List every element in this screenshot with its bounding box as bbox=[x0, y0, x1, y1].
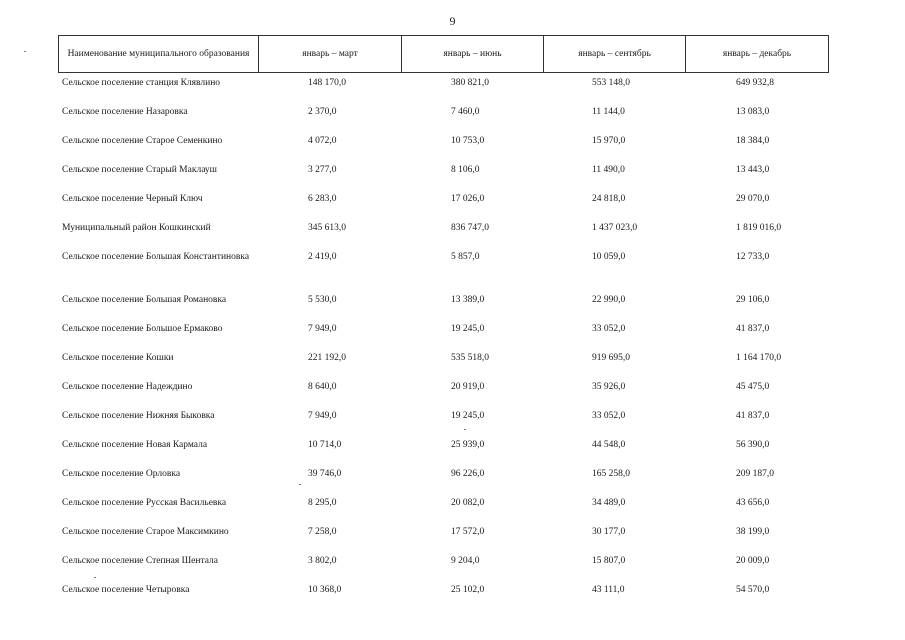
value-jan-dec: 20 009,0 bbox=[736, 556, 770, 566]
table-row bbox=[0, 106, 905, 134]
value-jan-mar: 10 714,0 bbox=[308, 440, 342, 450]
value-jan-dec: 45 475,0 bbox=[736, 382, 770, 392]
value-jan-sep: 11 490,0 bbox=[592, 165, 625, 175]
value-jan-jun: 17 572,0 bbox=[451, 527, 485, 537]
value-jan-dec: 43 656,0 bbox=[736, 498, 770, 508]
value-jan-sep: 553 148,0 bbox=[592, 78, 630, 88]
value-jan-sep: 10 059,0 bbox=[592, 252, 626, 262]
table-row bbox=[0, 222, 905, 250]
header-jan-dec: январь – декабрь bbox=[686, 36, 829, 73]
value-jan-jun: 96 226,0 bbox=[451, 469, 485, 479]
table-row bbox=[0, 135, 905, 163]
value-jan-sep: 43 111,0 bbox=[592, 585, 625, 595]
value-jan-mar: 7 949,0 bbox=[308, 324, 337, 334]
value-jan-dec: 54 570,0 bbox=[736, 585, 770, 595]
value-jan-jun: 10 753,0 bbox=[451, 136, 485, 146]
scan-speck bbox=[94, 577, 96, 578]
value-jan-sep: 30 177,0 bbox=[592, 527, 626, 537]
table-row bbox=[0, 497, 905, 525]
value-jan-jun: 25 102,0 bbox=[451, 585, 485, 595]
value-jan-jun: 380 821,0 bbox=[451, 78, 489, 88]
table-row bbox=[0, 468, 905, 496]
value-jan-jun: 7 460,0 bbox=[451, 107, 480, 117]
value-jan-dec: 649 932,8 bbox=[736, 78, 774, 88]
municipality-name: Сельское поселение Назаровка bbox=[62, 107, 188, 117]
table-row bbox=[0, 164, 905, 192]
municipality-name: Сельское поселение Старый Маклауш bbox=[62, 165, 217, 175]
value-jan-mar: 345 613,0 bbox=[308, 223, 346, 233]
header-jan-jun: январь – июнь bbox=[402, 36, 544, 73]
value-jan-dec: 41 837,0 bbox=[736, 324, 770, 334]
value-jan-jun: 19 245,0 bbox=[451, 324, 485, 334]
municipality-name: Муниципальный район Кошкинский bbox=[62, 223, 211, 233]
value-jan-jun: 9 204,0 bbox=[451, 556, 480, 566]
value-jan-sep: 34 489,0 bbox=[592, 498, 626, 508]
value-jan-jun: 20 082,0 bbox=[451, 498, 485, 508]
table-row bbox=[0, 323, 905, 351]
value-jan-sep: 35 926,0 bbox=[592, 382, 626, 392]
value-jan-sep: 33 052,0 bbox=[592, 411, 626, 421]
value-jan-mar: 2 370,0 bbox=[308, 107, 337, 117]
municipality-name: Сельское поселение Кошки bbox=[62, 353, 174, 363]
municipality-name: Сельское поселение Большое Ермаково bbox=[62, 324, 223, 334]
value-jan-dec: 56 390,0 bbox=[736, 440, 770, 450]
value-jan-dec: 29 106,0 bbox=[736, 295, 770, 305]
municipality-name: Сельское поселение Нижняя Быковка bbox=[62, 411, 215, 421]
table-row bbox=[0, 77, 905, 105]
table-row bbox=[0, 584, 905, 612]
value-jan-sep: 1 437 023,0 bbox=[592, 223, 638, 233]
value-jan-jun: 25 939,0 bbox=[451, 440, 485, 450]
value-jan-mar: 5 530,0 bbox=[308, 295, 337, 305]
municipality-name: Сельское поселение Новая Кармала bbox=[62, 440, 208, 450]
municipality-name: Сельское поселение Черный Ключ bbox=[62, 194, 203, 204]
value-jan-sep: 33 052,0 bbox=[592, 324, 626, 334]
municipality-name: Сельское поселение станция Клявлино bbox=[62, 78, 221, 88]
value-jan-dec: 12 733,0 bbox=[736, 252, 770, 262]
value-jan-sep: 11 144,0 bbox=[592, 107, 625, 117]
municipality-name: Сельское поселение Старое Семенкино bbox=[62, 136, 223, 146]
value-jan-dec: 13 083,0 bbox=[736, 107, 770, 117]
value-jan-mar: 7 949,0 bbox=[308, 411, 337, 421]
value-jan-mar: 4 072,0 bbox=[308, 136, 337, 146]
header-jan-mar: январь – март bbox=[259, 36, 402, 73]
value-jan-dec: 1 164 170,0 bbox=[736, 353, 782, 363]
value-jan-jun: 13 389,0 bbox=[451, 295, 485, 305]
value-jan-mar: 148 170,0 bbox=[308, 78, 346, 88]
header-jan-sep: январь – сентябрь bbox=[544, 36, 686, 73]
value-jan-dec: 13 443,0 bbox=[736, 165, 770, 175]
value-jan-mar: 10 368,0 bbox=[308, 585, 342, 595]
value-jan-mar: 221 192,0 bbox=[308, 353, 346, 363]
value-jan-sep: 24 818,0 bbox=[592, 194, 626, 204]
value-jan-dec: 18 384,0 bbox=[736, 136, 770, 146]
value-jan-mar: 2 419,0 bbox=[308, 252, 337, 262]
value-jan-mar: 3 802,0 bbox=[308, 556, 337, 566]
municipality-name: Сельское поселение Русская Васильевка bbox=[62, 498, 227, 508]
value-jan-sep: 15 807,0 bbox=[592, 556, 626, 566]
municipality-name: Сельское поселение Старое Максимкино bbox=[62, 527, 229, 537]
table-row bbox=[0, 439, 905, 467]
page-number: 9 bbox=[449, 14, 456, 28]
value-jan-dec: 38 199,0 bbox=[736, 527, 770, 537]
table-row bbox=[0, 251, 905, 289]
value-jan-mar: 7 258,0 bbox=[308, 527, 337, 537]
table-row bbox=[0, 294, 905, 322]
municipality-name: Сельское поселение Большая Константиновка bbox=[62, 252, 250, 262]
value-jan-sep: 15 970,0 bbox=[592, 136, 626, 146]
municipality-name: Сельское поселение Надеждино bbox=[62, 382, 193, 392]
municipality-name: Сельское поселение Большая Романовка bbox=[62, 295, 227, 305]
scan-speck bbox=[24, 51, 26, 52]
scan-speck bbox=[299, 484, 301, 485]
table-row bbox=[0, 410, 905, 438]
municipality-name: Сельское поселение Четыровка bbox=[62, 585, 190, 595]
table-row bbox=[0, 193, 905, 221]
table-row bbox=[0, 381, 905, 409]
value-jan-sep: 165 258,0 bbox=[592, 469, 630, 479]
municipality-name: Сельское поселение Степная Шентала bbox=[62, 556, 219, 566]
value-jan-mar: 8 640,0 bbox=[308, 382, 337, 392]
value-jan-jun: 535 518,0 bbox=[451, 353, 489, 363]
value-jan-sep: 22 990,0 bbox=[592, 295, 626, 305]
value-jan-jun: 836 747,0 bbox=[451, 223, 489, 233]
header-municipality: Наименование муниципального образования bbox=[59, 36, 259, 73]
value-jan-dec: 1 819 016,0 bbox=[736, 223, 782, 233]
value-jan-sep: 44 548,0 bbox=[592, 440, 626, 450]
value-jan-jun: 8 106,0 bbox=[451, 165, 480, 175]
value-jan-jun: 5 857,0 bbox=[451, 252, 480, 262]
value-jan-mar: 6 283,0 bbox=[308, 194, 337, 204]
scan-speck bbox=[464, 429, 466, 430]
value-jan-mar: 3 277,0 bbox=[308, 165, 337, 175]
value-jan-dec: 41 837,0 bbox=[736, 411, 770, 421]
table-row bbox=[0, 526, 905, 554]
value-jan-mar: 39 746,0 bbox=[308, 469, 342, 479]
table-row bbox=[0, 352, 905, 380]
value-jan-jun: 20 919,0 bbox=[451, 382, 485, 392]
table-row bbox=[0, 555, 905, 583]
value-jan-jun: 19 245,0 bbox=[451, 411, 485, 421]
value-jan-mar: 8 295,0 bbox=[308, 498, 337, 508]
value-jan-dec: 29 070,0 bbox=[736, 194, 770, 204]
value-jan-sep: 919 695,0 bbox=[592, 353, 630, 363]
municipality-name: Сельское поселение Орловка bbox=[62, 469, 181, 479]
value-jan-jun: 17 026,0 bbox=[451, 194, 485, 204]
value-jan-dec: 209 187,0 bbox=[736, 469, 774, 479]
